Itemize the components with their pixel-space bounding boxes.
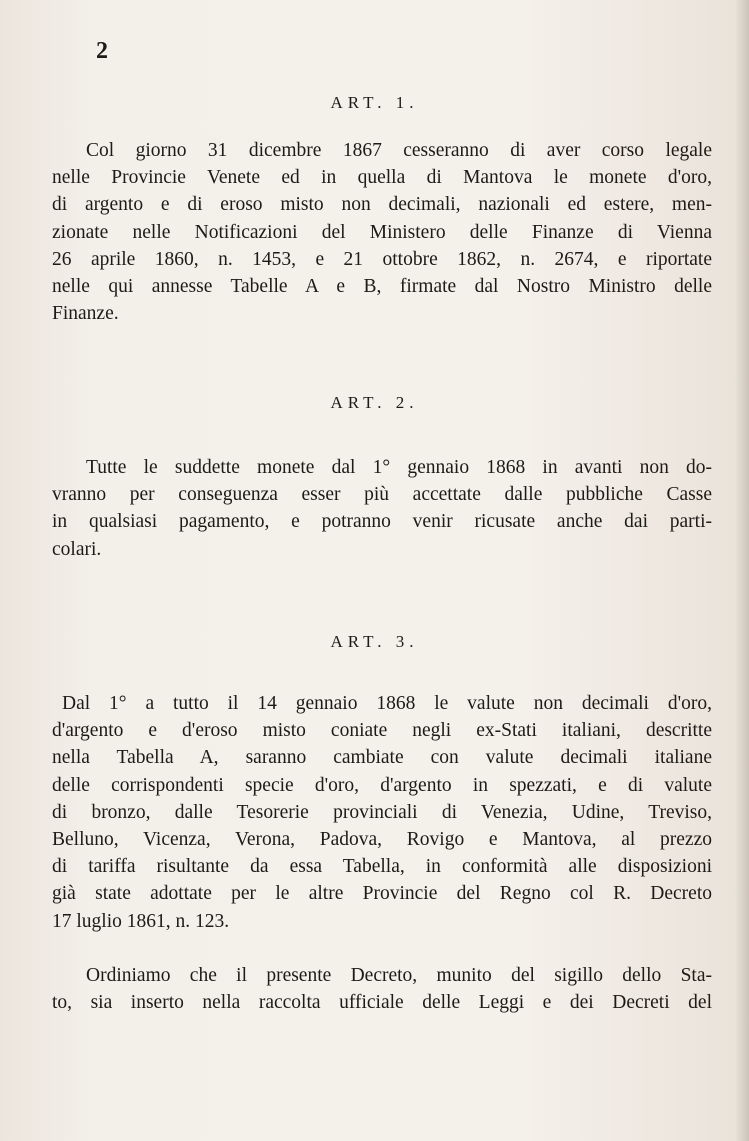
page-edge-shadow	[735, 0, 749, 1141]
text-line: Finanze.	[52, 303, 119, 325]
text-line: delle corrispondenti specie d'oro, d'argento in spezzati, e di valute	[52, 774, 712, 796]
article-3-heading: ART. 3.	[330, 632, 419, 651]
text-line: nella Tabella A, saranno cambiate con valute decimali italiane	[52, 747, 712, 769]
text-line: vranno per conseguenza esser più accettate dalle pubbliche Casse	[52, 484, 712, 506]
text-line: di tariffa risultante da essa Tabella, in conformità alle disposizioni	[52, 856, 712, 878]
text-line: nelle qui annesse Tabelle A e B, firmate dal Nostro Ministro delle	[52, 276, 712, 298]
text-line: Dal 1° a tutto il 14 gennaio 1868 le valute non decimali d'oro,	[62, 693, 712, 714]
article-1-text	[52, 137, 712, 327]
text-line: zionate nelle Notificazioni del Ministero delle Finanze di Vienna	[52, 221, 712, 243]
text-line: to, sia inserto nella raccolta ufficiale delle Leggi e dei Decreti del	[52, 992, 712, 1014]
text-line: già state adottate per le altre Provincie del Regno col R. Decreto	[52, 883, 712, 905]
text-line: Belluno, Vicenza, Verona, Padova, Rovigo e Mantova, al prezzo	[52, 829, 712, 851]
text-line: 17 luglio 1861, n. 123.	[52, 910, 230, 932]
article-2-text	[52, 454, 712, 563]
text-line: Tutte le suddette monete dal 1° gennaio 1868 in avanti non do-	[86, 457, 712, 478]
text-line: di argento e di eroso misto non decimali, nazionali ed estere, men-	[52, 194, 712, 216]
text-line: in qualsiasi pagamento, e potranno venir ricusate anche dai parti-	[52, 511, 712, 533]
closing-text	[52, 962, 712, 1016]
article-2-heading: ART. 2.	[330, 393, 419, 412]
text-line: nelle Provincie Venete ed in quella di Mantova le monete d'oro,	[52, 167, 712, 189]
text-line: d'argento e d'eroso misto coniate negli ex-Stati italiani, descritte	[52, 720, 712, 742]
article-1-heading: ART. 1.	[330, 93, 419, 112]
text-line: colari.	[52, 538, 102, 560]
article-3-text	[52, 690, 712, 935]
page-number: 2	[96, 38, 108, 64]
text-line: 26 aprile 1860, n. 1453, e 21 ottobre 1862, n. 2674, e riportate	[52, 248, 712, 270]
text-line: Col giorno 31 dicembre 1867 cesseranno di aver corso legale	[86, 140, 712, 161]
text-line: di bronzo, dalle Tesorerie provinciali di Venezia, Udine, Treviso,	[52, 801, 712, 823]
text-line: Ordiniamo che il presente Decreto, munito del sigillo dello Sta-	[86, 965, 712, 986]
